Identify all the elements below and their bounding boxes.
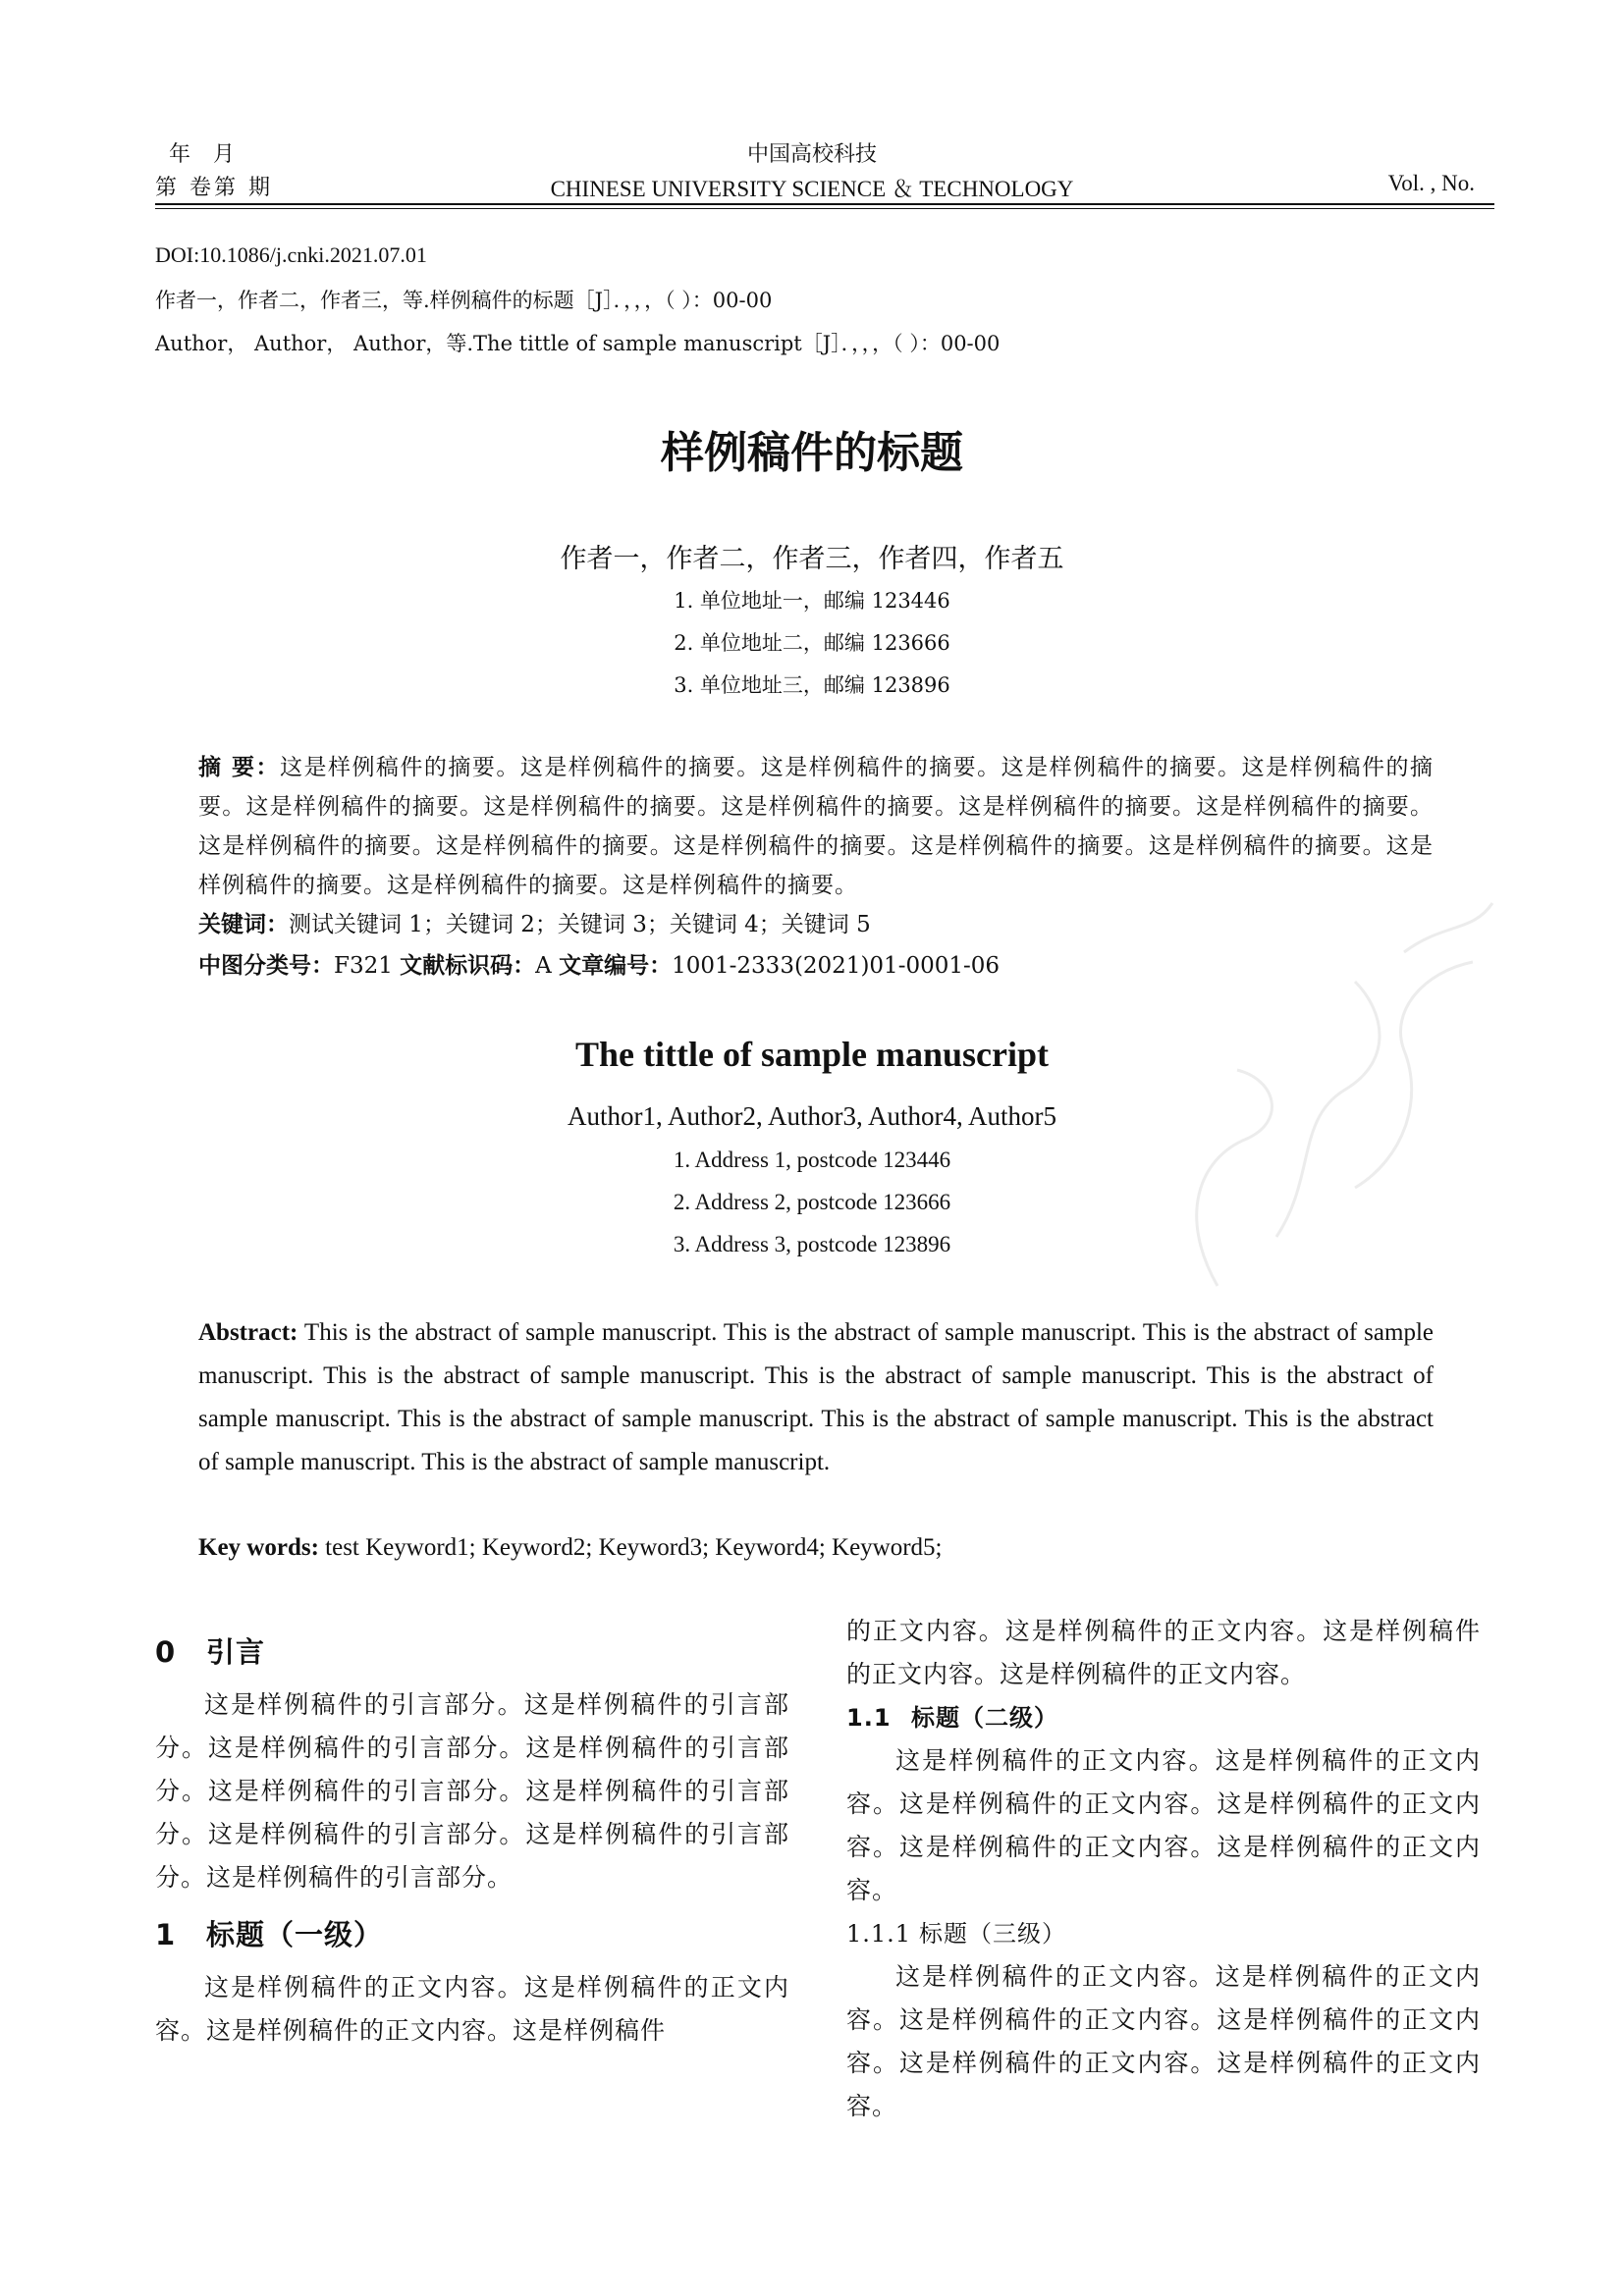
- section-heading-0: 0 引言: [155, 1635, 266, 1669]
- header-journal-name-cn: 中国高校科技: [746, 142, 877, 167]
- affiliation-en-2: 2. Address 2, postcode 123666: [673, 1190, 951, 1214]
- clc-value: F321: [334, 953, 393, 979]
- section-0-paragraph: 这是样例稿件的引言部分。这是样例稿件的引言部分。这是样例稿件的引言部分。这是样例稿件的引言部分。这是样例稿件的引言部分。这是样例稿件的引言部分。这是样例稿件的引言部分。这是样例稿件的引言部分。这是样例稿件的引言部分。: [155, 1690, 789, 1892]
- section-heading-1: 1 标题（一级）: [155, 1918, 384, 1951]
- abstract-en: [198, 1311, 1434, 1484]
- section-heading-1-1-1: 1.1.1 标题（三级）: [846, 1920, 1066, 1948]
- section-1-paragraph-continued: 的正文内容。这是样例稿件的正文内容。这是样例稿件的正文内容。这是样例稿件的正文内容。: [846, 1617, 1481, 1688]
- affiliation-en-3: 3. Address 3, postcode 123896: [673, 1232, 951, 1256]
- section-1-1-paragraph: 这是样例稿件的正文内容。这是样例稿件的正文内容。这是样例稿件的正文内容。这是样例稿件的正文内容。这是样例稿件的正文内容。这是样例稿件的正文内容。: [846, 1746, 1481, 1904]
- paper-title-cn: 样例稿件的标题: [661, 428, 963, 478]
- abstract-cn: [198, 748, 1434, 905]
- doi-line: DOI:10.1086/j.cnki.2021.07.01: [155, 242, 427, 267]
- keywords-en-label: Key words:: [198, 1534, 319, 1561]
- paper-title-en: The tittle of sample manuscript: [575, 1035, 1049, 1074]
- header-vol-no: Vol. , No.: [1387, 171, 1475, 195]
- abstract-cn-label: 摘 要：: [198, 755, 280, 780]
- article-number-label: 文章编号：: [559, 953, 673, 979]
- authors-en: Author1, Author2, Author3, Author4, Author5: [568, 1101, 1056, 1131]
- doc-code-label: 文献标识码：: [400, 953, 536, 979]
- authors-cn: 作者一，作者二，作者三，作者四，作者五: [560, 544, 1064, 574]
- section-1-paragraph: 这是样例稿件的正文内容。这是样例稿件的正文内容。这是样例稿件的正文内容。这是样例稿件: [155, 1973, 789, 2045]
- keywords-en: [198, 1526, 943, 1570]
- keywords-en-text: test Keyword1; Keyword2; Keyword3; Keyword4; Keyword5;: [325, 1534, 943, 1561]
- header-volume-issue: 第 卷第 期: [155, 176, 273, 200]
- article-number-value: 1001-2333(2021)01-0001-06: [672, 953, 1001, 979]
- header-date: 年 月: [169, 142, 243, 167]
- affiliation-cn-3: 3. 单位地址三，邮编 123896: [674, 673, 950, 697]
- classification-line: [198, 946, 1434, 986]
- abstract-en-text: This is the abstract of sample manuscript. This is the abstract of sample manuscript. This is the abstract of sample manuscript. This is the abstract of sample manuscript. This is the abstract of sample manuscript. This is the abstract of sample manuscript. This is the abstract of sample manuscript. This is the abstract of sample manuscript. This is the abstract of sample manuscript. This is the abstract of sample manuscript.: [198, 1319, 1434, 1475]
- header-rule-thick: [155, 203, 1494, 205]
- affiliation-cn-1: 1. 单位地址一，邮编 123446: [674, 589, 950, 613]
- keywords-cn-text: 测试关键词 1；关键词 2；关键词 3；关键词 4；关键词 5: [289, 912, 871, 937]
- body-right-column: [846, 1610, 1481, 2128]
- header-rule-thin: [155, 208, 1494, 209]
- affiliation-en-1: 1. Address 1, postcode 123446: [673, 1148, 951, 1172]
- doc-code-value: A: [535, 953, 552, 979]
- citation-cn: 作者一，作者二，作者三，等.样例稿件的标题［J］．，，，（ ）：00-00: [155, 289, 773, 312]
- abstract-cn-text: 这是样例稿件的摘要。这是样例稿件的摘要。这是样例稿件的摘要。这是样例稿件的摘要。这是样例稿件的摘要。这是样例稿件的摘要。这是样例稿件的摘要。这是样例稿件的摘要。这是样例稿件的摘要。这是样例稿件的摘要。这是样例稿件的摘要。这是样例稿件的摘要。这是样例稿件的摘要。这是样例稿件的摘要。这是样例稿件的摘要。这是样例稿件的摘要。这是样例稿件的摘要。这是样例稿件的摘要。: [198, 755, 1434, 898]
- keywords-cn-label: 关键词：: [198, 912, 289, 937]
- affiliation-cn-2: 2. 单位地址二，邮编 123666: [674, 631, 950, 655]
- section-1-1-1-paragraph: 这是样例稿件的正文内容。这是样例稿件的正文内容。这是样例稿件的正文内容。这是样例稿件的正文内容。这是样例稿件的正文内容。这是样例稿件的正文内容。: [846, 1962, 1481, 2120]
- keywords-cn: [198, 905, 1434, 944]
- abstract-en-label: Abstract:: [198, 1319, 298, 1346]
- clc-label: 中图分类号：: [198, 953, 334, 979]
- body-left-column: [155, 1630, 789, 2053]
- header-journal-name-en: CHINESE UNIVERSITY SCIENCE ＆ TECHNOLOGY: [550, 177, 1074, 201]
- citation-en: Author， Author， Author，等.The tittle of sample manuscript［J］．，，，（ ）：00-00: [155, 332, 1001, 355]
- section-heading-1-1: 1.1 标题（二级）: [846, 1704, 1058, 1732]
